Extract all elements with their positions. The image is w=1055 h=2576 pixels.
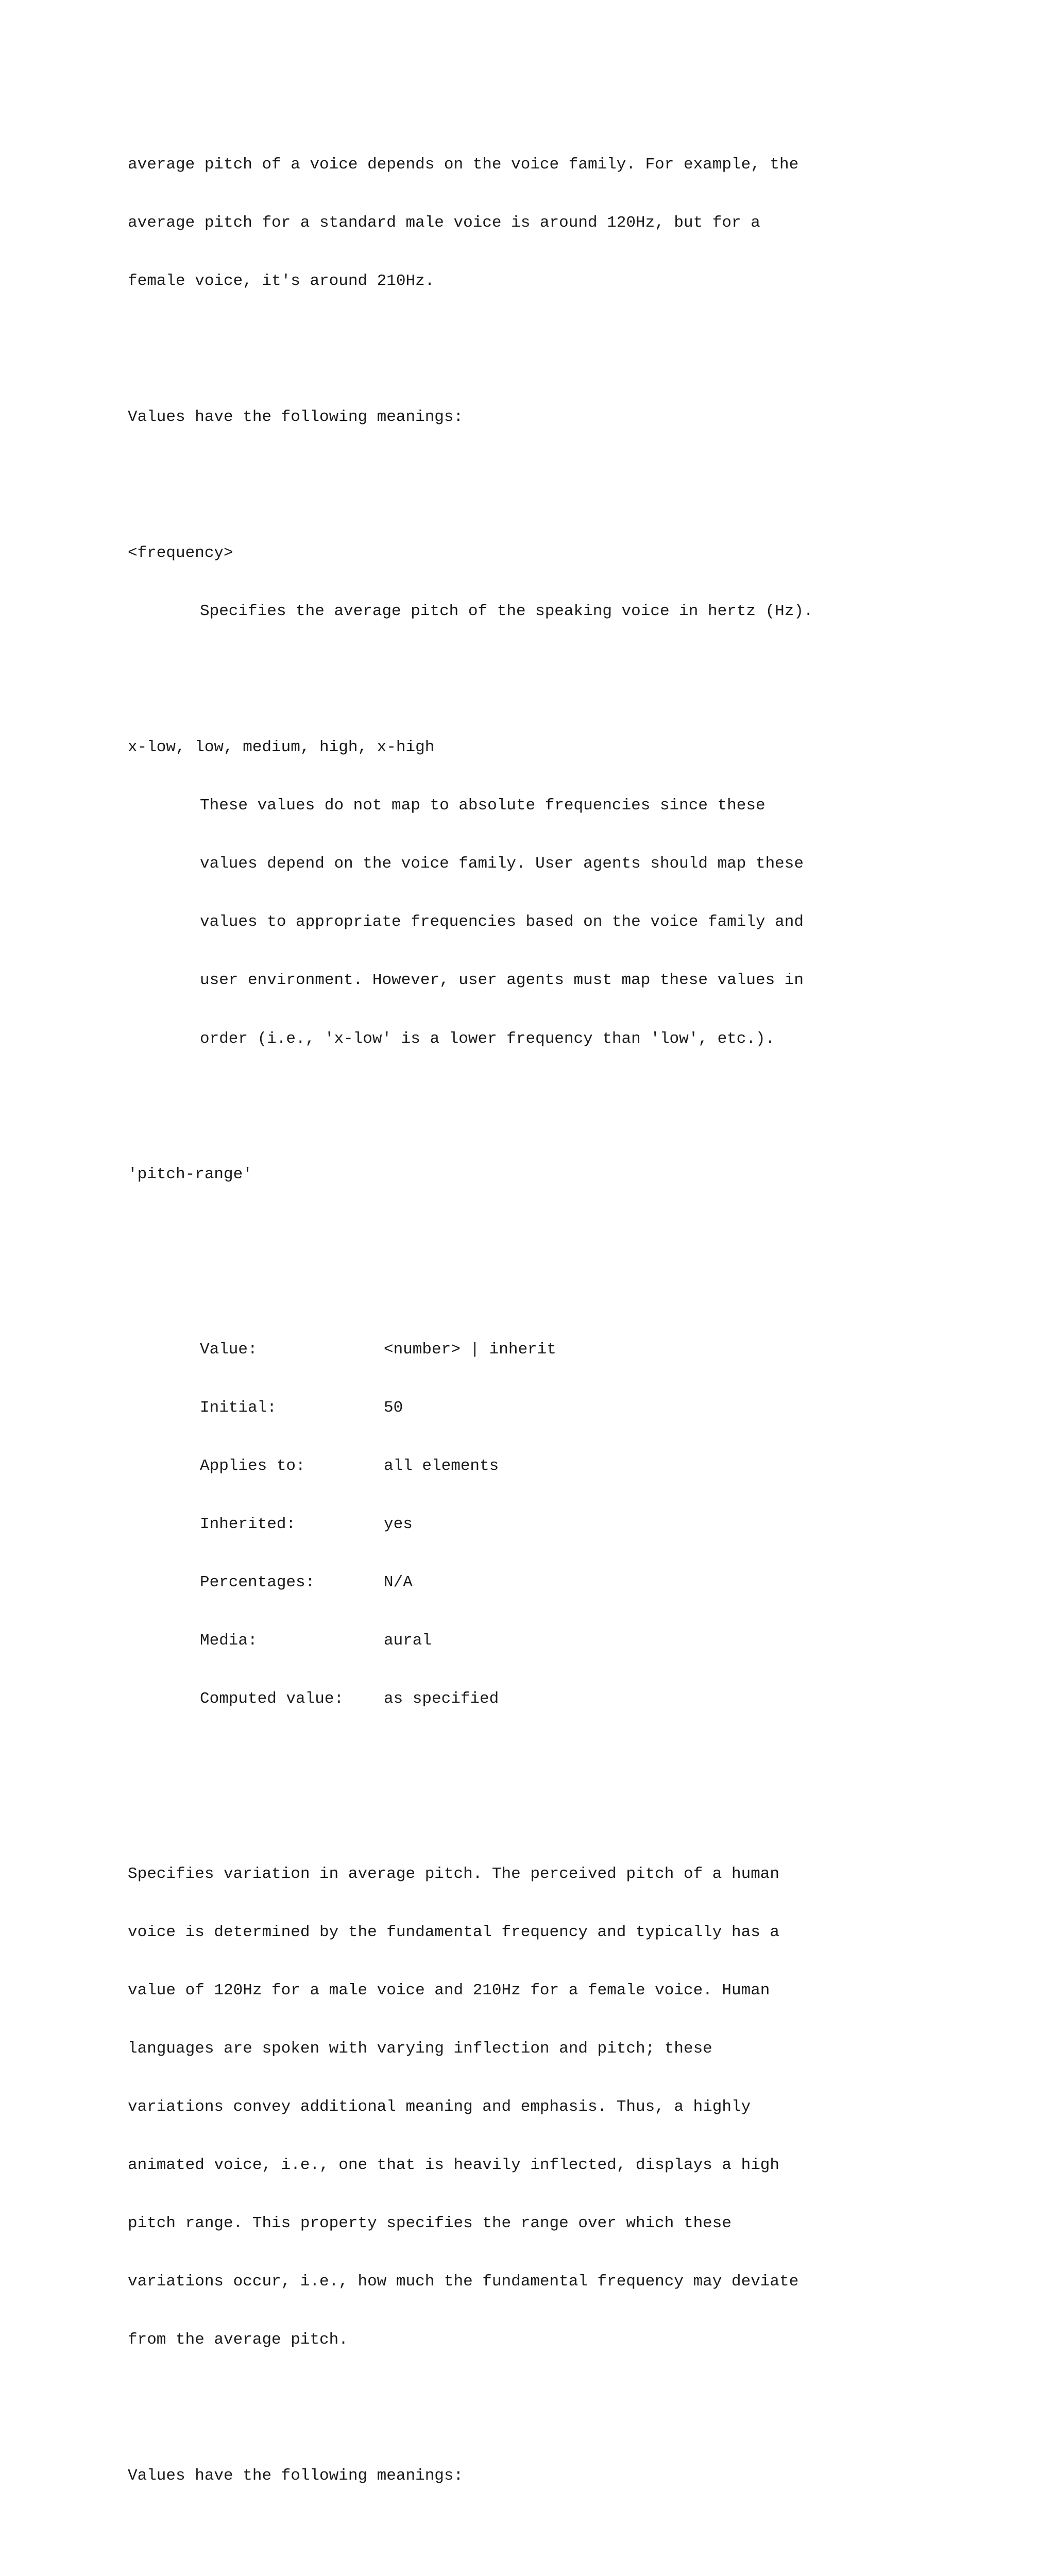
blank-line xyxy=(128,660,1045,680)
property-row xyxy=(128,1631,1045,1651)
text-line: female voice, it's around 210Hz. xyxy=(128,272,435,291)
text-line: value of 120Hz for a male voice and 210Hz for a female voice. Human xyxy=(128,1981,770,1999)
property-label: Value: xyxy=(200,1340,258,1359)
property-label: Computed value: xyxy=(200,1690,344,1708)
blank-line xyxy=(128,2524,1045,2544)
blank-line xyxy=(128,466,1045,485)
blank-line xyxy=(128,1088,1045,1107)
document-page xyxy=(128,97,1045,2576)
property-row xyxy=(128,1689,1045,1709)
property-value: <number> | inherit xyxy=(384,1340,556,1359)
definition-term: x-low, low, medium, high, x-high xyxy=(128,738,435,757)
text-line: average pitch of a voice depends on the voice family. For example, the xyxy=(128,156,799,174)
property-row xyxy=(128,1398,1045,1418)
text-line: variations convey additional meaning and emphasis. Thus, a highly xyxy=(128,2097,751,2116)
values-heading: Values have the following meanings: xyxy=(128,2467,464,2485)
property-label: Percentages: xyxy=(200,1573,315,1592)
property-row xyxy=(128,1456,1045,1476)
property-label: Inherited: xyxy=(200,1515,296,1533)
definition-text: order (i.e., 'x-low' is a lower frequency than 'low', etc.). xyxy=(200,1029,775,1048)
text-line: variations occur, i.e., how much the fundamental frequency may deviate xyxy=(128,2273,799,2291)
definition-text: user environment. However, user agents must map these values in xyxy=(200,971,804,990)
property-label: Applies to: xyxy=(200,1456,305,1475)
text-line: languages are spoken with varying inflection and pitch; these xyxy=(128,2039,712,2058)
property-table xyxy=(128,1301,1045,1748)
blank-line xyxy=(128,1224,1045,1243)
property-value: aural xyxy=(384,1632,432,1650)
text-line: pitch range. This property specifies the range over which these xyxy=(128,2214,731,2233)
definition-text: values depend on the voice family. User agents should map these xyxy=(200,855,804,873)
property-label: Media: xyxy=(200,1632,258,1650)
text-line: from the average pitch. xyxy=(128,2331,348,2349)
definition-text: Specifies the average pitch of the speaking voice in hertz (Hz). xyxy=(200,602,813,621)
property-row xyxy=(128,1573,1045,1592)
property-value: as specified xyxy=(384,1690,499,1708)
definition-text: These values do not map to absolute frequencies since these xyxy=(200,796,765,815)
text-line: average pitch for a standard male voice is around 120Hz, but for a xyxy=(128,214,760,232)
property-label: Initial: xyxy=(200,1398,277,1417)
text-line: animated voice, i.e., one that is heavily inflected, displays a high xyxy=(128,2156,780,2175)
property-value: yes xyxy=(384,1515,413,1533)
text-line: Specifies variation in average pitch. The perceived pitch of a human xyxy=(128,1865,780,1883)
blank-line xyxy=(128,1787,1045,1806)
property-value: N/A xyxy=(384,1573,413,1592)
property-row xyxy=(128,1340,1045,1360)
definition-text: values to appropriate frequencies based on the voice family and xyxy=(200,913,804,931)
property-row xyxy=(128,1515,1045,1534)
property-value: 50 xyxy=(384,1398,403,1417)
property-heading: 'pitch-range' xyxy=(128,1165,252,1184)
property-value: all elements xyxy=(384,1456,499,1475)
blank-line xyxy=(128,2388,1045,2408)
definition-term: <frequency> xyxy=(128,544,233,563)
text-line: voice is determined by the fundamental frequency and typically has a xyxy=(128,1923,780,1941)
values-heading: Values have the following meanings: xyxy=(128,408,464,427)
blank-line xyxy=(128,330,1045,349)
